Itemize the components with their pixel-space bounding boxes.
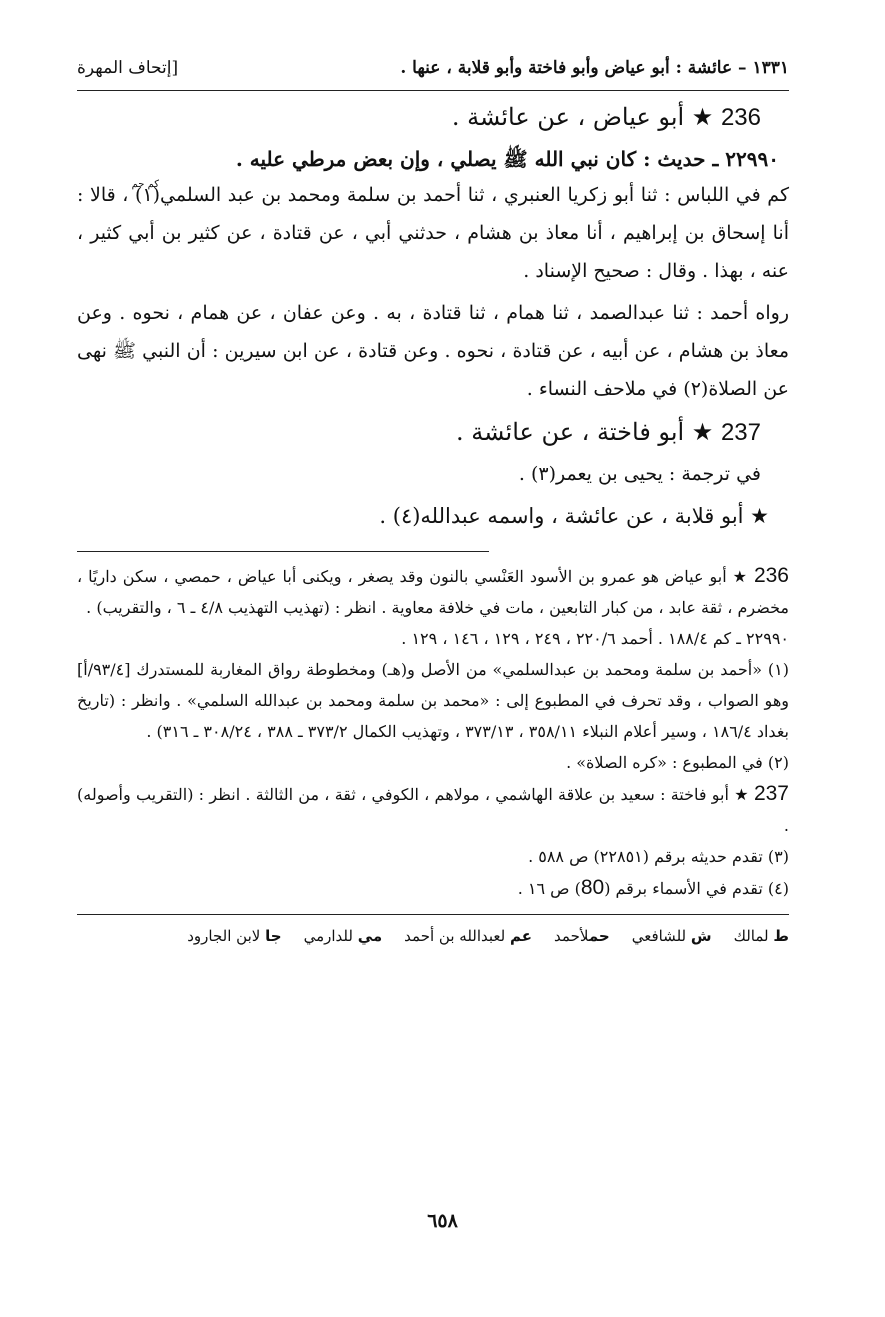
- entry-236-heading: [77, 99, 761, 136]
- footnote-number: 237: [753, 782, 789, 805]
- abbreviation-item: ش للشافعي: [631, 927, 712, 945]
- hadith-sigla: كم حم: [131, 179, 159, 190]
- running-header: [77, 50, 789, 90]
- abbreviations-rule: [77, 914, 789, 915]
- footnote-text: ) ص ١٦ .: [517, 879, 581, 898]
- footnotes: [77, 560, 789, 904]
- takhrij-paragraph: رواه أحمد : ثنا عبدالصمد ، ثنا همام ، ثنا قتادة ، به . وعن عفان ، عن همام ، نحوه . وعن معاذ بن هشام ، عن أبيه ، عن قتادة ، نحوه . وعن قتادة ، عن ابن سيرين : أن النبي ﷺ نهى عن الصلاة(٢) في ملاحف النساء .: [77, 302, 789, 400]
- entry-237-heading: [77, 414, 761, 451]
- hadith-text: ـ حديث : كان نبي الله ﷺ يصلي ، وإن بعض مرطي عليه .: [235, 147, 719, 171]
- book-page: [77, 50, 789, 945]
- footnote-237: [77, 778, 789, 841]
- footnote-separator: [77, 551, 489, 552]
- abbreviation-item: عم لعبدالله بن أحمد: [404, 927, 533, 945]
- entry-number: 236: [720, 104, 761, 131]
- footnote-1: (١) «أحمد بن سلمة ومحمد بن عبدالسلمي» من الأصل و(هـ) ومخطوطة رواق المغاربة للمستدرك [٩٣/٤/أ] وهو الصواب ، وقد تحرف في المطبوع إلى : «محمد بن سلمة ومحمد بن عبدالله السلمي» . وانظر : (تاريخ بغداد ١٨٦/٤ ، وسير أعلام النبلاء ٣٥٨/١١ ، ٣٧٣/١٣ ، وتهذيب الكمال ٣٧٣/٢ ـ ٣٨٨ ، ٣٠٨/٢٤ ـ ٣١٦) .: [77, 660, 789, 741]
- footnote-236: [77, 560, 789, 623]
- footnote-number: 236: [753, 564, 789, 587]
- footnote-text: ★ أبو عياض هو عمرو بن الأسود العَنْسي بالنون وقد يصغر ، ويكنى أبا عياض ، حمصي ، سكن داريًا ، مخضرم ، ثقة عابد ، من كبار التابعين ، مات في خلافة معاوية . انظر : (تهذيب التهذيب ٤/٨ ـ ٦ ، والتقريب) .: [77, 567, 789, 617]
- hadith-22990: [77, 142, 779, 190]
- entry-title: ★ أبو عياض ، عن عائشة .: [451, 103, 714, 131]
- footnote-4: [77, 872, 789, 904]
- footnote-text: (٤) تقدم في الأسماء برقم (: [604, 879, 789, 898]
- entry-237-note: في ترجمة : يحيى بن يعمر(٣) .: [518, 463, 761, 485]
- abbreviations-key: [77, 927, 789, 945]
- hadith-number: ٢٢٩٩٠: [725, 147, 779, 171]
- abbreviation-item: مي للدارمي: [303, 927, 383, 945]
- footnote-ref-number: 80: [580, 876, 605, 899]
- running-header-book: [إتحاف المهرة: [77, 58, 179, 78]
- footnote-22990: ٢٢٩٩٠ ـ كم ١٨٨/٤ . أحمد ٢٢٠/٦ ، ٢٤٩ ، ١٢٩ ، ١٤٦ ، ١٢٩ .: [401, 629, 789, 648]
- footnote-3: (٣) تقدم حديثه برقم (٢٢٨٥١) ص ٥٨٨ .: [528, 847, 789, 866]
- entry-abu-qilaba: ★ أبو قلابة ، عن عائشة ، واسمه عبدالله(٤) .: [379, 504, 769, 528]
- running-header-title: ١٣٣١ – عائشة : أبو عياض وأبو فاختة وأبو قلابة ، عنها .: [400, 58, 789, 78]
- page-number: ٦٥٨: [427, 1210, 458, 1232]
- abbreviation-item: ط لمالك: [733, 927, 789, 945]
- abbreviation-item: جا لابن الجارود: [187, 927, 282, 945]
- footnote-text: ★ أبو فاختة : سعيد بن علاقة الهاشمي ، مولاهم ، الكوفي ، ثقة ، من الثالثة . انظر : (التقريب وأصوله) .: [77, 785, 789, 835]
- entry-number: 237: [720, 419, 761, 446]
- header-rule: [77, 90, 789, 91]
- footnote-2: (٢) في المطبوع : «كره الصلاة» .: [566, 753, 789, 772]
- abbreviation-item: حملأحمد: [554, 927, 610, 945]
- isnad-paragraph: كم في اللباس : ثنا أبو زكريا العنبري ، ثنا أحمد بن سلمة ومحمد بن عبد السلمي(١) ، قالا : أنا إسحاق بن إبراهيم ، أنا معاذ بن هشام ، حدثني أبي ، عن قتادة ، عن كثير بن أبي كثير ، عنه ، بهذا . وقال : صحيح الإسناد .: [77, 184, 789, 282]
- entry-title: ★ أبو فاختة ، عن عائشة .: [455, 418, 714, 446]
